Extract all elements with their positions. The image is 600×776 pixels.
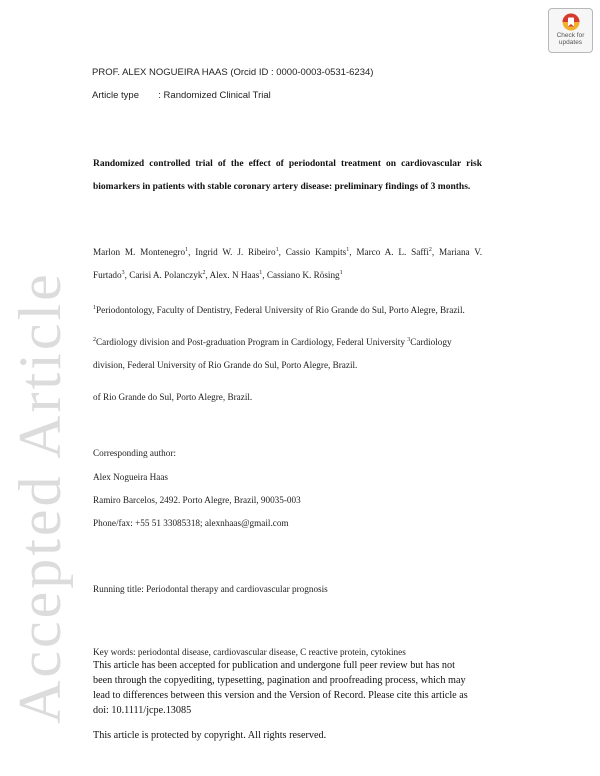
author-sup: 1: [346, 247, 350, 253]
author-name-part: Mariana V.: [439, 247, 483, 257]
title-line-1: Randomized controlled trial of the effect of periodontal treatment on cardiovascular risk: [93, 159, 482, 169]
accepted-article-watermark: Accepted Article: [7, 271, 73, 724]
keywords: Key words: periodontal disease, cardiovascular disease, C reactive protein, cytokines: [93, 647, 406, 657]
corresponding-contact: [93, 518, 289, 528]
corresponding-address: Ramiro Barcelos, 2492. Porto Alegre, Brazil, 90035-003: [93, 495, 301, 505]
author-name: Marlon M. Montenegro: [93, 247, 186, 257]
author-name: Alex. N Haas: [209, 270, 260, 280]
badge-line1: Check for: [556, 32, 585, 39]
author-sup: 3: [121, 270, 125, 276]
phone-fax: Phone/fax: +55 51 33085318;: [93, 518, 203, 528]
badge-line2: updates: [558, 39, 583, 46]
author-sup: 2: [202, 270, 206, 276]
notice-line-1: This article has been accepted for publication and undergone full peer review but has not: [93, 660, 455, 671]
notice-line-3: lead to differences between this version and the Version of Record. Please cite this article as: [93, 690, 468, 701]
copyright-notice: This article is protected by copyright. All rights reserved.: [93, 730, 327, 741]
doi[interactable]: doi: 10.1111/jcpe.13085: [93, 705, 192, 716]
running-title: Running title: Periodontal therapy and cardiovascular prognosis: [93, 584, 328, 594]
affiliation-1: $^1$Periodontology, Faculty of Dentistry, Federal University of Rio Grande do Sul, Porto Alegre, Brazil.: [93, 305, 465, 315]
author-name: Cassio Kampits: [285, 247, 347, 257]
article-type-value: : Randomized Clinical Trial: [158, 90, 271, 101]
authors-line-1: Marlon M. Montenegro$^1$, Ingrid W. J. Ribeiro$^1$, Cassio Kampits$^1$, Marco A. L. Saffi$^2$, Mariana V.: [93, 247, 483, 257]
author-name: Marco A. L. Saffi: [356, 247, 429, 257]
affiliation-sup: 3: [407, 337, 411, 343]
author-name: Carisi A. Polanczyk: [129, 270, 203, 280]
authors-line-2: Furtado$^3$, Carisi A. Polanczyk$^2$, Alex. N Haas$^1$, Cassiano K. Rösing$^1$: [93, 270, 343, 280]
author-sup: 1: [185, 247, 189, 253]
affiliation-2-line-2: division, Federal University of Rio Grande do Sul, Porto Alegre, Brazil.: [93, 360, 358, 370]
affiliation-2-line-1: $^2$Cardiology division and Post-graduation Program in Cardiology, Federal University $^3$Cardiology: [93, 337, 452, 347]
corresponding-name: Alex Nogueira Haas: [93, 472, 169, 482]
author-name: Cassiano K. Rösing: [266, 270, 340, 280]
author-sup: 1: [339, 270, 343, 276]
title-line-2: biomarkers in patients with stable coronary artery disease: preliminary findings of 3 months.: [93, 182, 471, 192]
check-for-updates-icon: [561, 12, 581, 32]
author-sup: 1: [275, 247, 279, 253]
check-for-updates-badge[interactable]: [548, 8, 593, 53]
affiliation-sup: 1: [93, 305, 96, 311]
notice-line-2: been through the copyediting, typesetting, pagination and proofreading process, which may: [93, 675, 466, 686]
article-type-label: Article type: [92, 90, 139, 101]
email-link[interactable]: alexnhaas@gmail.com: [204, 518, 289, 528]
corresponding-label: Corresponding author:: [93, 448, 176, 458]
author-sup: 2: [428, 247, 432, 253]
author-orcid-line: PROF. ALEX NOGUEIRA HAAS (Orcid ID : 0000-0003-0531-6234): [92, 67, 374, 78]
article-type-row: [92, 90, 271, 101]
affiliation-sup: 2: [93, 337, 96, 343]
author-sup: 1: [259, 270, 263, 276]
author-name: Ingrid W. J. Ribeiro: [195, 247, 276, 257]
author-name-part: Furtado: [93, 270, 122, 280]
affiliation-tail: of Rio Grande do Sul, Porto Alegre, Brazil.: [93, 392, 253, 402]
